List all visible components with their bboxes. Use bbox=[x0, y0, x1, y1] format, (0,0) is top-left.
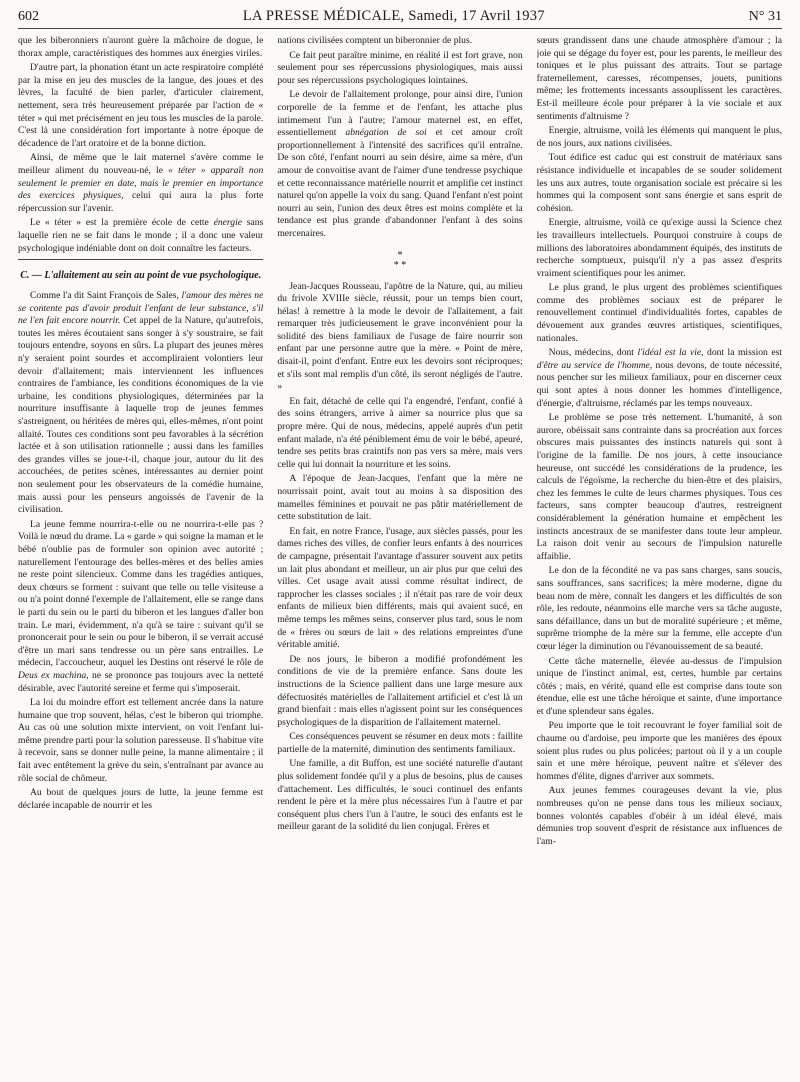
emphasis-text: « téter » apparaît non seulement le premier en date, mais le premier en importance des exercices physiques, bbox=[18, 164, 264, 202]
paragraph: que les biberonniers n'auront guère la mâchoire de dogue, le thorax ample, caractéristiques des hommes aux énergies viriles. bbox=[18, 35, 264, 59]
emphasis-text: énergie bbox=[213, 217, 243, 229]
paragraph: Jean-Jacques Rousseau, l'apôtre de la Nature, qui, au milieu du frivole XVIIIe siècle, réussit, pour un temps bien court, hélas! à remettre à la mode le devoir de l'allaitement, a fait remarquer très judicieusement le grave inconvénient pour la solidité des biens familiaux de l'usage de faire nourrir son enfant par une personne autre que la mère. « Point de mère, disait-il, point d'enfant. Entre eux les devoirs sont réciproques; et s'ils sont mal remplis d'un côté, ils seront négligés de l'autre. » bbox=[277, 280, 523, 393]
emphasis-text: Deus ex machina, bbox=[18, 669, 89, 681]
paragraph: sœurs grandissent dans une chaude atmosphère d'amour ; la joie qui se dégage du foyer est, pour les parents, le meilleur des toniques et le plus puissant des attraits. Tout se partage fraternellement, caresses, récompenses, jouets, punitions même; les frottements incessants assouplissent les caractères. Est-il meilleure école pour préparer à la vie sociale et aux sentiments d'altruisme ? bbox=[536, 35, 782, 122]
paragraph bbox=[277, 89, 522, 240]
text-run: La jeune femme nourrira-t-elle ou ne nourrira-t-elle pas ? Voilà le nœud du drame. La « garde » qui soigne la maman et le bébé n'oublie pas de formuler son opinion avec autorité ; naturellement l'entourage des belles-mères et des belles amies ne reste point silencieux. Comme dans les tragédies antiques, deux chœurs se forment : suivant que telle ou telle visiteuse a ou n'a point donné l'exemple de l'allaitement, elle se range dans le parti du sein ou le parti du biberon et les langues d'aller bon train. Le mari, évidemment, n'a qu'à se taire : suivant qu'il se prononcerait pour le sein ou pour le biberon, il se verrait accusé d'être un mari sans tendresse ou un père sans entrailles. Le médecin, l'accoucheur, auquel les Destins ont réservé le rôle de bbox=[18, 518, 264, 669]
paragraph: D'autre part, la phonation étant un acte respiratoire complété par la mise en jeu des muscles de la langue, des joues et des lèvres, la faculté de bien parler, d'articuler clairement, nettement, sera très heureusement préparée par l'action de « téter » qui met précisément en jeu tous les muscles de la parole. C'est là une considération fort importante à notre époque de décadence de l'art oratoire et de la bonne diction. bbox=[18, 62, 264, 149]
text-run: ne se prononce pas toujours avec la netteté désirable, avec l'autorité sereine et ferme qui s'imposerait. bbox=[18, 669, 264, 694]
paragraph: A l'époque de Jean-Jacques, l'enfant que la mère ne nourrissait point, avait tout au moins à sa disposition des mamelles féminines et pouvait ne pas pâtir matériellement de cette substitution de lait. bbox=[277, 473, 523, 523]
issue-number: N° 31 bbox=[748, 9, 782, 24]
paragraph: Ce fait peut paraître minime, en réalité il est fort grave, non seulement pour ses répercussions physiologiques, mais aussi pour ses répercussions psychologiques lointaines. bbox=[277, 49, 523, 86]
column-3 bbox=[537, 35, 782, 1065]
emphasis-text: l'idéal est la vie, bbox=[637, 347, 704, 359]
paragraph bbox=[18, 152, 263, 215]
article-columns bbox=[18, 35, 782, 1065]
paragraph: De nos jours, le biberon a modifié profondément les conditions de vie de la première enfance. Sans doute les instructions de la Science pallient dans une large mesure aux défectuosités matérielles de l'allaitement artificiel et c'est là un grand bienfait : mais elles n'agissent point sur les conséquences psychologiques de la disparition de l'allaitement maternel. bbox=[277, 653, 523, 728]
paragraph: Le plus grand, le plus urgent des problèmes scientifiques comme des problèmes sociaux est de préparer le renouvellement continuel d'individualités fortes, capables de dévouement aux grandes œuvres artistiques, scientifiques, nationales. bbox=[536, 282, 782, 344]
text-run: Ainsi, de même que le lait maternel s'avère comme le meilleur aliment du nouveau-né, le bbox=[18, 152, 264, 176]
text-run: celui qui aura la plus forte répercussion sur l'avenir. bbox=[18, 190, 264, 214]
journal-title: LA PRESSE MÉDICALE, Samedi, 17 Avril 1937 bbox=[242, 8, 545, 24]
text-run: Le « téter » est la première école de cette bbox=[30, 217, 214, 229]
paragraph: nations civilisées comptent un biberonnier de plus. bbox=[277, 35, 473, 46]
column-1 bbox=[18, 35, 263, 1065]
paragraph: Ces conséquences peuvent se résumer en deux mots : faillite partielle de la maternité, diminution des sentiments familiaux. bbox=[277, 731, 523, 755]
paragraph: Tout édifice est caduc qui est construit de matériaux sans résistance individuelle et incapables de se souder solidement les uns aux autres, toute organisation sociale est précaire si les hommes qui la composent sont sans énergie et sans esprit de cohésion. bbox=[536, 152, 782, 214]
paragraph bbox=[18, 217, 263, 255]
emphasis-text: d'être au service de l'homme, bbox=[536, 359, 653, 371]
page-number: 602 bbox=[18, 9, 39, 24]
paragraph: La loi du moindre effort est tellement ancrée dans la nature humaine que trop souvent, hélas, c'est le biberon qui triomphe. Au cas où une solution mixte intervient, on voit l'enfant lui-même prendre parti pour la solution paresseuse. Il s'habitue vite à recevoir, sans se donner nulle peine, la manne alimentaire ; il fait avec entêtement la grève du sein, s'entraînant par avance au rôle social de chômeur. bbox=[18, 697, 264, 784]
paragraph: Une famille, a dit Buffon, est une société naturelle d'autant plus solidement fondée qu'il y a plus de besoins, plus de causes d'attachement. Les difficultés, le souci continuel des enfants rendent le père et la mère plus nécessaires l'un à l'autre et par conséquent plus chers l'un à l'autre, le souci des enfants est le meilleur garant de la solidité du lien conjugal. Frères et bbox=[277, 758, 523, 833]
text-run: Le devoir de l'allaitement prolonge, pour ainsi dire, l'union corporelle de la femme et de l'enfant, les attache plus intimement l'un à l'autre; l'amour maternel est, en effet, essentiellement bbox=[277, 89, 523, 139]
running-header bbox=[18, 8, 782, 29]
paragraph: Energie, altruisme, voilà ce qu'exige aussi la Science chez les travailleurs intellectuels. Pourquoi construire à coups de millions des laboratoires abondamment équipés, des instituts de recherche somptueux, puisqu'il n'y a pas assez d'esprits vraiment scientifiques pour les animer. bbox=[536, 217, 782, 279]
emphasis-text: abnégation de soi bbox=[345, 127, 427, 139]
section-asterism: * * * bbox=[393, 249, 407, 271]
paragraph: En fait, en notre France, l'usage, aux siècles passés, pour les dames riches des villes, de confier leurs enfants à des nourrices de campagne, présentait l'avantage d'assurer souvent aux petits un lait plus abondant et meilleur, un air plus pur que celui des villes. Cet usage avait aussi comme résultat indirect, de rapprocher les classes sociales ; il n'était pas rare de voir deux enfants de milieux bien différents, mais qui avaient sucé, en même temps les mêmes seins, conserver plus tard, sous le nom de « frères ou sœurs de lait » des relations empreintes d'une véritable amitié. bbox=[277, 525, 523, 651]
section-heading: C. — L'allaitement au sein au point de vue psychologique. bbox=[20, 270, 262, 282]
emphasis-text: l'amour des mères ne se contente pas d'avoir produit l'enfant de leur substance, s'il ne l'en fait encore nourrir. bbox=[18, 290, 264, 327]
paragraph: Energie, altruisme, voilà les éléments qui manquent le plus, de nos jours, aux nations civilisées. bbox=[536, 125, 782, 149]
text-run: dont la mission est bbox=[703, 347, 782, 359]
text-run: et cet amour croît proportionnellement à l'intensité des sacrifices qu'il entraîne. De son côté, l'enfant nourri au sein désire, aime sa mère, d'un amour de convoitise avant de l'aimer d'une tendresse psychique et cette reconnaissance matérielle nourrit et amplifie cet instinct naturel qu'on appelle la voix du sang. Quand l'enfant n'est point nourri au sein, l'union des deux êtres est moins complète et la tendance est plus grande d'abandonner l'enfant à des soins mercenaires. bbox=[277, 127, 523, 239]
text-run: sans laquelle rien ne se fait dans le monde ; il a donc une valeur psychologique indéniable dont on doit connaître les facteurs. bbox=[18, 217, 264, 254]
paragraph: Le don de la fécondité ne va pas sans charges, sans soucis, sans souffrances, sans sacrifices; la mère moderne, digne du beau nom de mère, connaît les dangers et les difficultés de son rôle, les redoute, néanmoins elle marche vers sa tâche auguste, sans défaillance, dans un but de moralité supérieure ; et même, suprême triomphe de la mère sur la femme, elle accepte d'un cœur léger la diminution ou l'évanouissement de sa beauté. bbox=[536, 565, 782, 652]
text-run: Comme l'a dit Saint François de Sales, bbox=[30, 290, 182, 302]
paragraph: Peu importe que le toit recouvrant le foyer familial soit de chaume ou d'ardoise, peu importe que les manières des époux soient plus rudes ou plus policées; partout où il y a un couple sain et une mère héroïque, peuvent naître et s'élever des hommes d'élite, dignes d'arriver aux sommets. bbox=[536, 720, 782, 782]
paragraph bbox=[18, 290, 263, 517]
paragraph: En fait, détaché de celle qui l'a engendré, l'enfant, confié à des soins étrangers, arrive à aimer sa nourrice plus que sa propre mère. Qui de nous, médecins, appelé auprès d'un petit enfant malade, n'a été péniblement ému de voir le bébé, apeuré, tendre ses petits bras craintifs non pas vers sa mère, mais vers celle qui lui donnait la nourriture et les soins. bbox=[277, 395, 523, 470]
section-divider bbox=[18, 259, 263, 260]
text-run: nous devons, de toute nécessité, nous pencher sur les milieux familiaux, pour en discerner ceux qui sont aptes à nous donner les hommes d'intelligence, d'énergie, d'altruisme, réclamés par les temps nouveaux. bbox=[536, 359, 782, 409]
paragraph bbox=[537, 347, 782, 410]
text-run: Nous, médecins, dont bbox=[548, 347, 638, 359]
paragraph: Au bout de quelques jours de lutte, la jeune femme est déclarée incapable de nourrir et les bbox=[18, 787, 264, 811]
text-run: Cet appel de la Nature, qu'autrefois, toutes les mères écoutaient sans songer à s'y soustraire, se fait toujours entendre, soyons en sûrs. La plupart des jeunes mères n'y seraient point sourdes et accompliraient volontiers leur devoir d'allaitement; mais interviennent les influences contraires de l'ambiance, les conditions économiques de la vie urbaine, les conditions physiologiques, déterminées par la nourriture insuffisante à laquelle trop de jeunes femmes s'astreignent, ou héritées de mères qui, elles-mêmes, n'ont point allaité. Toutes ces conditions sont peu favorables à la sécrétion lactée et à son utilisation rationnelle ; aussi dans les familles des grandes villes se joue-t-il, chaque jour, autour du lit des accouchées, de petites scènes, intéressantes au dernier point non seulement pour les observateurs de la comédie humaine, mais aussi pour les penseurs angoissés de l'avenir de la civilisation. bbox=[18, 315, 264, 516]
paragraph: Cette tâche maternelle, élevée au-dessus de l'impulsion unique de l'instinct animal, est, certes, humble par certains côtés ; mais, en vérité, quand elle est comprise dans toute son étendue, elle est une tâche héroïque et sainte, d'une importance et d'une splendeur sans égales. bbox=[536, 655, 782, 717]
paragraph bbox=[18, 519, 263, 695]
paragraph: Le problème se pose très nettement. L'humanité, à son aurore, obéissait sans contrainte dans sa procréation aux forces obscures mais puissantes des instincts naturels qui sont à l'origine de la famille. De nos jours, à cette insouciance heureuse, ont succédé les considérations de la prudence, les calculs de l'égoïsme, la recherche du bien-être et des plaisirs, chez les femmes le culte de leurs charmes physiques. Tous ces facteurs, sans compter beaucoup d'autres, restreignent considérablement la génération humaine et empêchent les instincts ancestraux de se manifester dans toute leur ampleur. La raison doit venir au secours de l'impulsion naturelle affaiblie. bbox=[536, 412, 782, 562]
paragraph: Aux jeunes femmes courageuses devant la vie, plus nombreuses qu'on ne pense dans tous les milieux sociaux, bonnes volontés capables d'obéir à un idéal élevé, mais démunies trop souvent d'esprit de résistance aux influences de l'am- bbox=[536, 785, 782, 847]
column-2 bbox=[277, 35, 522, 1065]
